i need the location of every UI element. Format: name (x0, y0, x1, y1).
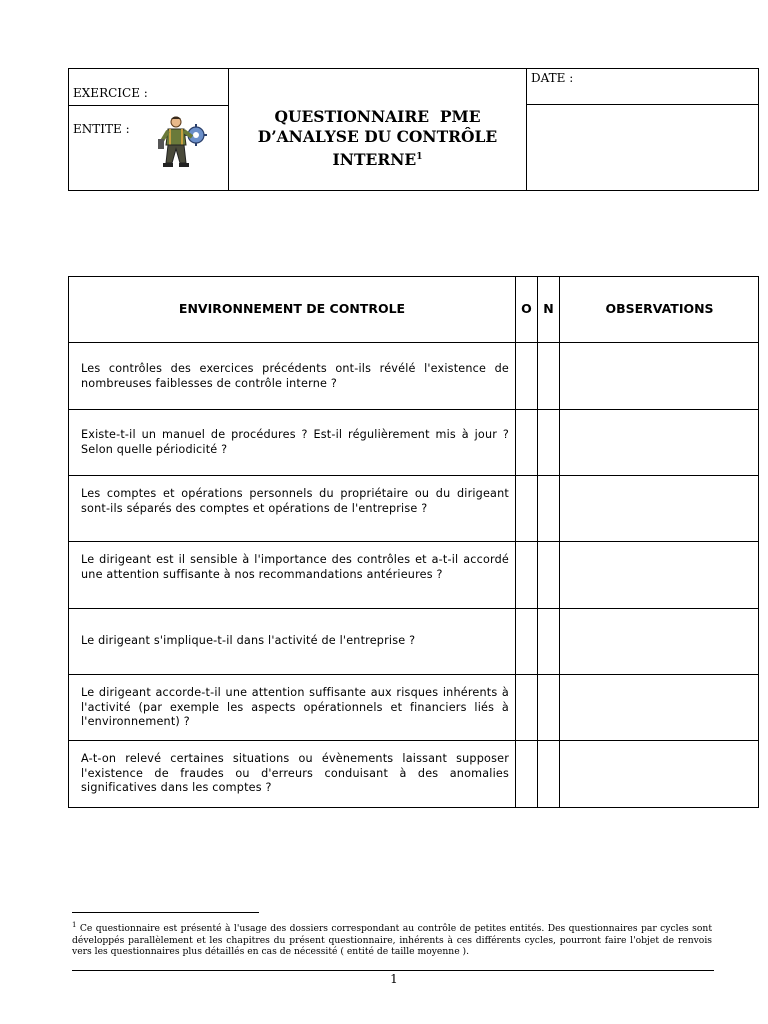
question-5: Le dirigeant s'implique-t-il dans l'activité de l'entreprise ? (81, 634, 416, 647)
question-7: A-t-on relevé certaines situations ou évènements laissant supposer l'existence de fraudes ou d'erreurs conduisant à des anomalies significatives dans les comptes ? (81, 752, 509, 794)
question-3: Les comptes et opérations personnels du propriétaire ou du dirigeant sont-ils séparés des comptes et opérations de l'entreprise ? (81, 487, 509, 515)
column-header-o: O (521, 301, 532, 316)
footnote (72, 920, 712, 958)
footnote-ref: 1 (72, 921, 77, 929)
section-title: ENVIRONNEMENT DE CONTROLE (178, 301, 406, 316)
question-6: Le dirigeant accorde-t-il une attention suffisante aux risques inhérents à l'activité (par exemple les aspects opérationnels et financiers liés à l'environnement) ? (81, 686, 509, 728)
question-4: Le dirigeant est il sensible à l'importance des contrôles et a-t-il accordé une attention suffisante à nos recommandations antérieures ? (81, 553, 509, 581)
entite-label: ENTITE : (73, 122, 130, 136)
page-bottom-rule (72, 970, 714, 971)
date-label: DATE : (531, 71, 574, 85)
title-line-2: D’ANALYSE DU CONTRÔLE (257, 127, 498, 146)
title-line-1: QUESTIONNAIRE PME (274, 107, 481, 126)
exercice-label: EXERCICE : (73, 86, 148, 100)
worker-icon (152, 111, 210, 169)
footnote-separator (72, 912, 259, 913)
title-line-3-text: INTERNE (332, 150, 417, 170)
column-header-n: N (543, 301, 554, 316)
question-2: Existe-t-il un manuel de procédures ? Est-il régulièrement mis à jour ? Selon quelle périodicité ? (81, 428, 509, 456)
title-footnote-ref: 1 (416, 152, 423, 162)
footnote-text: Ce questionnaire est présenté à l'usage des dossiers correspondant au contrôle de petites entités. Des questionnaires par cycles sont développés parallèlement et les chapitres du présent questionnaire, inhérents à ces différents cycles, pourront faire l'objet de renvois vers les questionnaires plus détaillés en cas de nécessité ( entité de taille moyenne ). (72, 923, 713, 958)
question-1: Les contrôles des exercices précédents ont-ils révélé l'existence de nombreuses faiblesses de contrôle interne ? (81, 362, 509, 390)
column-header-observations: OBSERVATIONS (605, 301, 714, 316)
page-number: 1 (390, 972, 398, 986)
document-title (229, 107, 526, 170)
title-line-3 (229, 147, 526, 170)
